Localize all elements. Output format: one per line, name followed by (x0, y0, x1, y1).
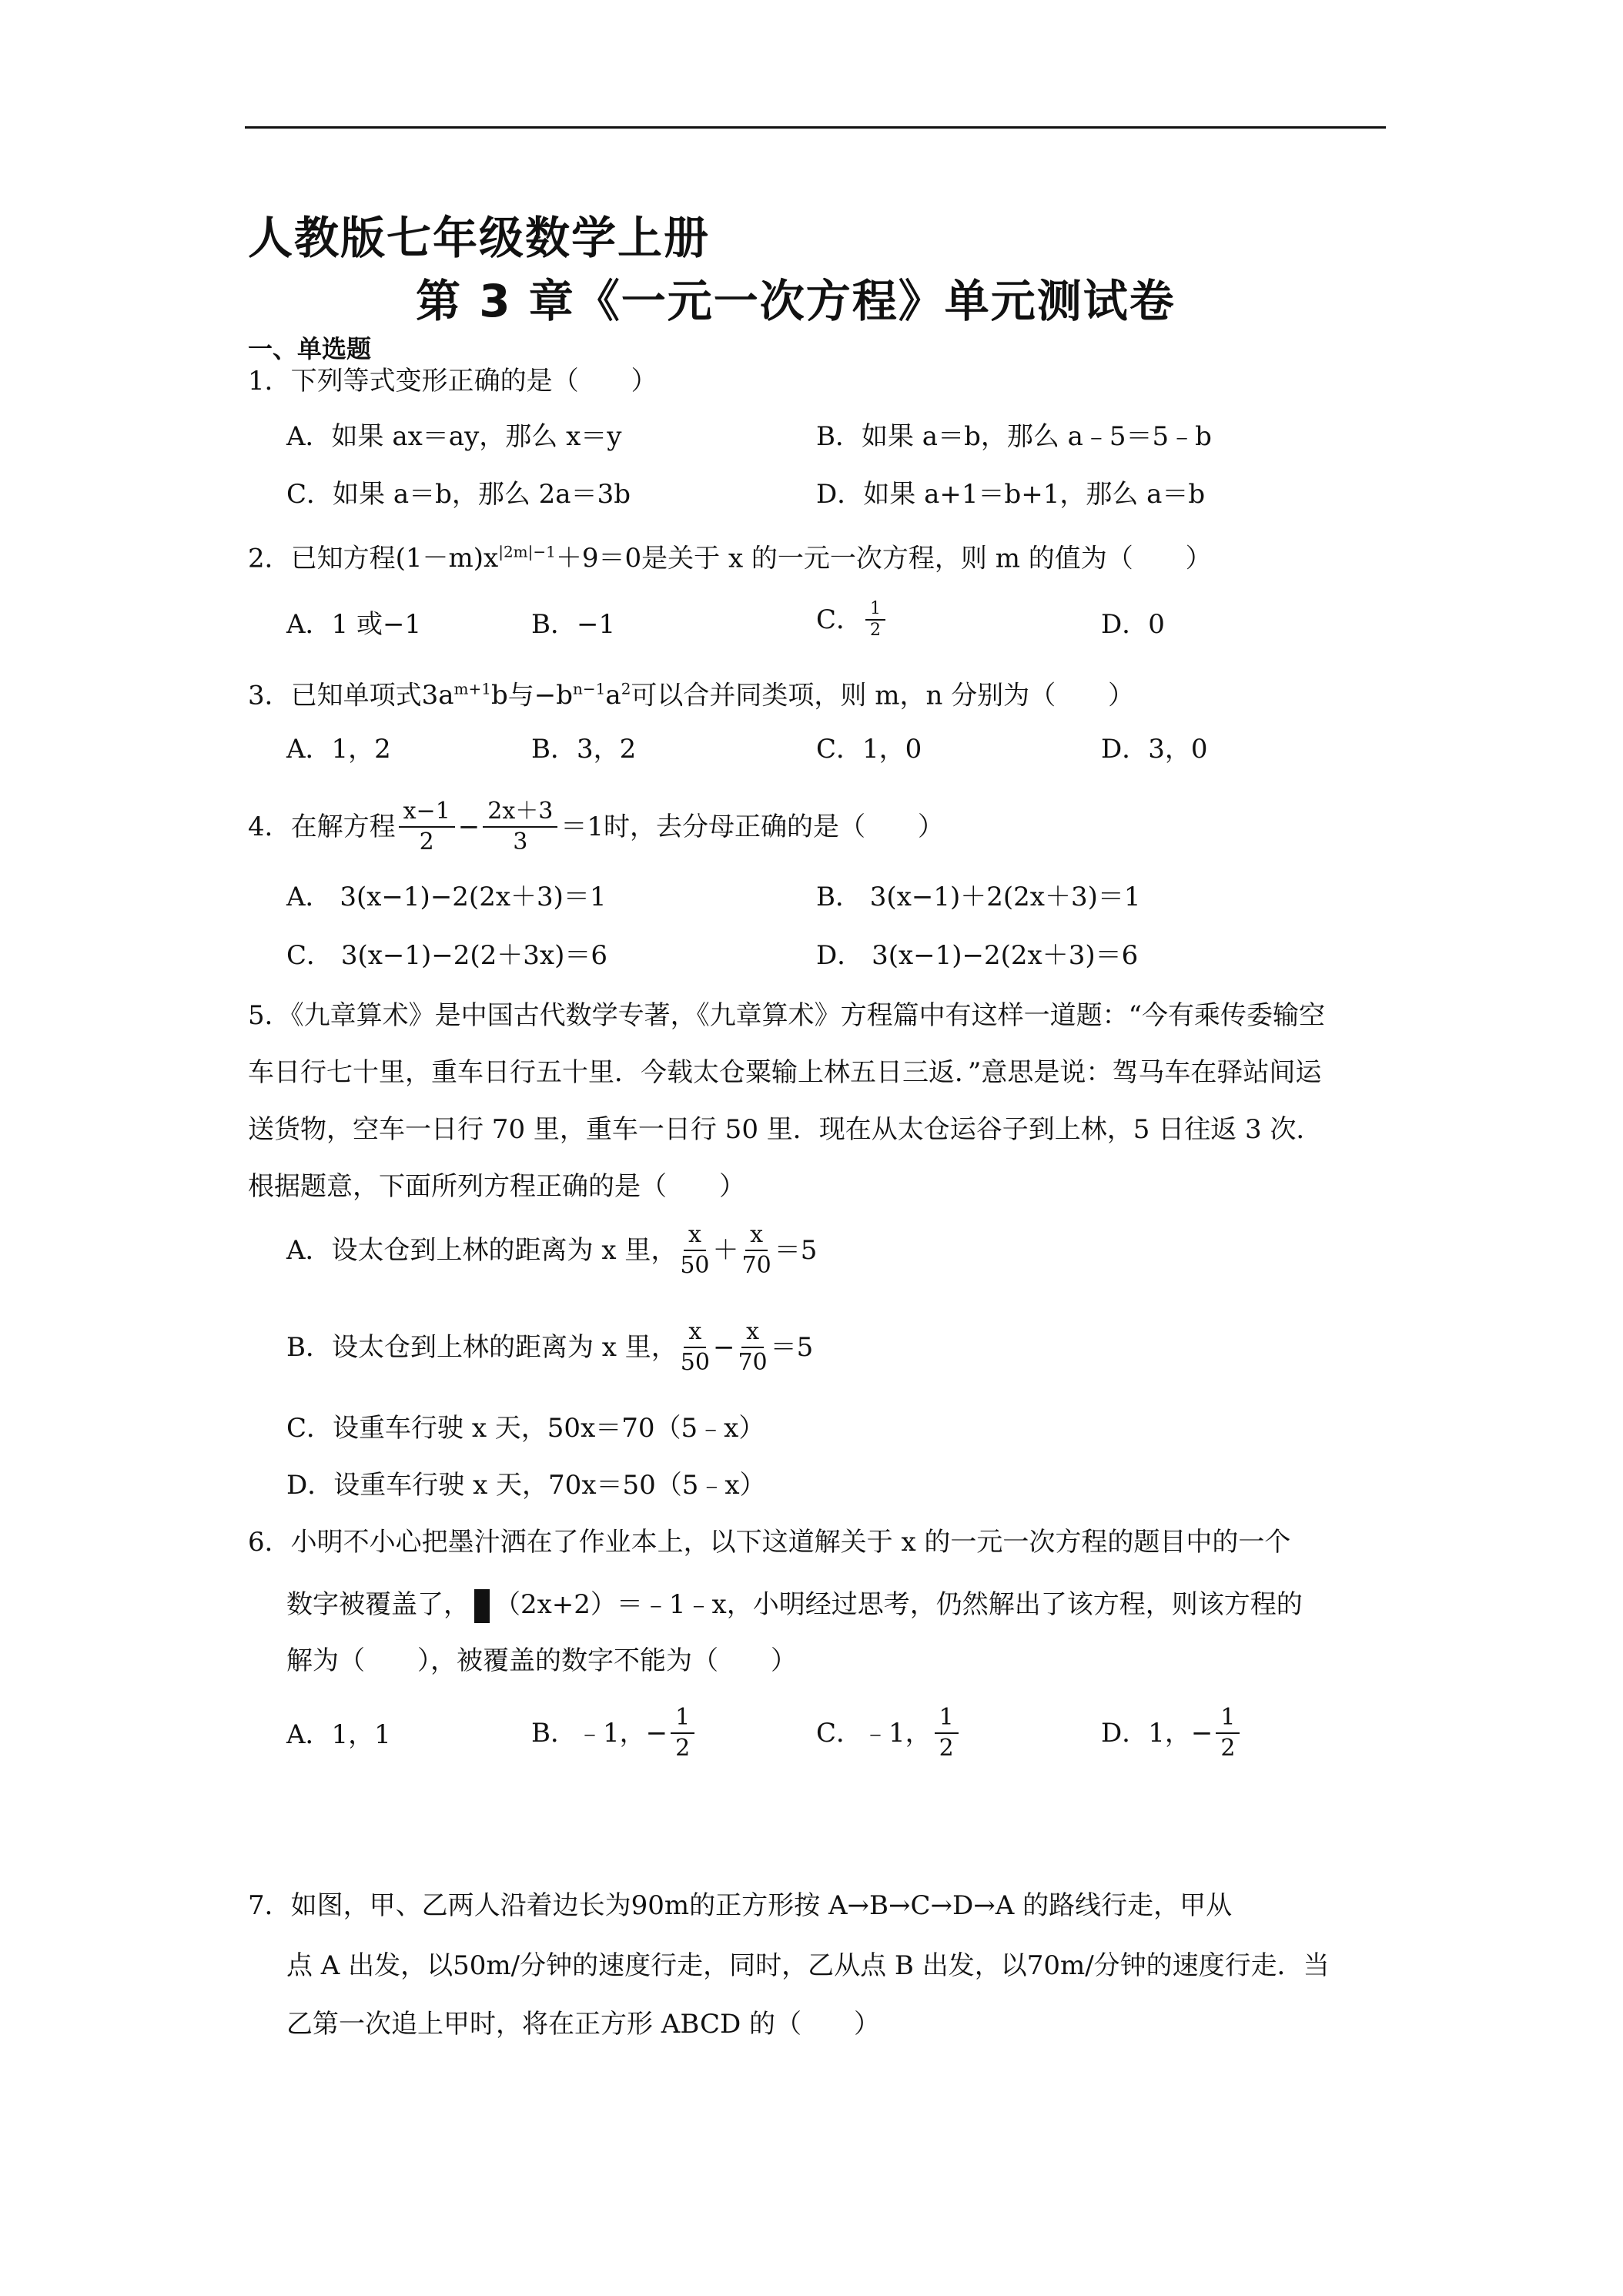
q5-b-f1-numerator: x (684, 1317, 706, 1348)
q5-a-prefix: A．设太仓到上林的距离为 x 里， (286, 1235, 678, 1266)
question-3-stem (248, 676, 1135, 711)
q1-option-b[interactable]: B．如果 a＝b，那么 a﹣5＝5﹣b (816, 421, 1212, 452)
q5-a-operator: ＋ (712, 1235, 739, 1266)
q4-minus: − (457, 812, 480, 842)
q2-option-a[interactable]: A．1 或−1 (286, 609, 422, 640)
q5-option-d[interactable]: D．设重车行驶 x 天，70x＝50（5﹣x） (286, 1470, 766, 1501)
q2-stem-prefix: 2．已知方程 (248, 543, 396, 574)
q4-f1-denominator: 2 (419, 828, 434, 855)
q3-term1-exponent: m+1 (453, 680, 491, 698)
q4-option-c[interactable]: C． 3(x−1)−2(2＋3x)＝6 (286, 940, 607, 971)
q1-option-c[interactable]: C．如果 a＝b，那么 2a＝3b (286, 479, 631, 510)
q4-option-d[interactable]: D． 3(x−1)−2(2x＋3)＝6 (816, 940, 1139, 971)
q5-b-eq: ＝5 (770, 1332, 814, 1363)
q6-option-a[interactable]: A．1，1 (286, 1719, 391, 1750)
q3-option-d[interactable]: D．3，0 (1101, 734, 1208, 765)
q3-term1-base: 3a (421, 680, 454, 711)
q6-b-fraction (671, 1703, 694, 1763)
ink-blot (474, 1589, 490, 1623)
q5-option-b[interactable] (286, 1315, 813, 1378)
q4-f2-denominator: 3 (513, 828, 528, 855)
q6-option-c[interactable] (816, 1703, 962, 1763)
section-heading: 一、单选题 (248, 334, 372, 363)
q2-eq-exponent: |2m|−1 (498, 543, 556, 561)
question-1-stem: 1．下列等式变形正确的是（ ） (248, 366, 658, 397)
q2-option-c-label: C． (816, 604, 863, 635)
q6-b-numerator: 1 (671, 1703, 694, 1734)
q3-option-c[interactable]: C．1，0 (816, 734, 922, 765)
question-7-line-2: 点 A 出发，以50m/分钟的速度行走，同时，乙从点 B 出发，以70m/分钟的速度行走．当 (286, 1950, 1330, 1981)
q5-b-fraction-1 (681, 1317, 710, 1377)
q6-c-numerator: 1 (935, 1703, 959, 1734)
title-line-1: 人教版七年级数学上册 (248, 212, 711, 264)
question-5-stem: 5．《九章算术》是中国古代数学专著，《九章算术》方程篇中有这样一道题：“今有乘传委输空车日行七十里，重车日行五十里．今载太仓粟输上林五日三返．”意思是说：驾马车在驿站间运送货物，空车一日行 70 里，重车一日行 50 里．现在从太仓运谷子到上林，5 日往返 3 次．根据题意，下面所列方程正确的是（ ） (248, 1000, 1326, 1202)
q3-term-1 (422, 680, 508, 711)
q5-b-f1-denominator: 50 (680, 1349, 710, 1376)
q4-f1-numerator: x−1 (399, 797, 455, 828)
q3-term2-mid: a (605, 680, 621, 711)
q2-option-d[interactable]: D．0 (1101, 609, 1165, 640)
q3-term2-exponent: n−1 (573, 680, 606, 698)
q5-b-f2-numerator: x (741, 1317, 764, 1348)
q6-b-denominator: 2 (675, 1735, 691, 1762)
q3-term-2 (534, 680, 631, 711)
q5-a-f2-numerator: x (745, 1220, 768, 1251)
q4-option-b[interactable]: B． 3(x−1)＋2(2x＋3)＝1 (816, 882, 1141, 912)
q2-eq-base: (1－m)x (395, 543, 499, 574)
q6-b-prefix: B．﹣1，− (531, 1718, 668, 1749)
q4-stem-suffix: 时，去分母正确的是（ ） (604, 812, 945, 842)
q5-a-f1-numerator: x (684, 1220, 706, 1251)
q2-c-denominator: 2 (870, 621, 882, 640)
q5-b-fraction-2 (738, 1317, 767, 1377)
q5-b-prefix: B．设太仓到上林的距离为 x 里， (286, 1332, 678, 1363)
q6-d-fraction (1216, 1703, 1240, 1763)
q3-term2-exponent-2: 2 (621, 680, 631, 698)
question-6-line-3: 解为（ ），被覆盖的数字不能为（ ） (286, 1645, 797, 1676)
q6-option-d[interactable] (1101, 1703, 1243, 1763)
question-7-line-3: 乙第一次追上甲时，将在正方形 ABCD 的（ ） (286, 2009, 881, 2040)
q6-d-numerator: 1 (1216, 1703, 1240, 1734)
q6-option-b[interactable] (531, 1703, 698, 1763)
question-4-stem (248, 788, 944, 862)
q5-option-c[interactable]: C．设重车行驶 x 天，50x＝70（5﹣x） (286, 1413, 765, 1444)
q4-option-a[interactable]: A． 3(x−1)−2(2x＋3)＝1 (286, 882, 607, 912)
q5-a-eq: ＝5 (774, 1235, 818, 1266)
q2-option-c[interactable] (816, 599, 888, 641)
q3-option-b[interactable]: B．3，2 (531, 734, 637, 765)
q5-option-a[interactable] (286, 1218, 817, 1281)
q4-f2-numerator: 2x＋3 (483, 797, 557, 828)
q4-eq: ＝1 (561, 812, 604, 842)
q4-fraction-1 (399, 797, 455, 857)
q2-stem-suffix: 是关于 x 的一元一次方程，则 m 的值为（ ） (641, 543, 1212, 574)
q6-line2-suffix: （2x+2）＝﹣1﹣x，小明经过思考，仍然解出了该方程，则该方程的 (494, 1589, 1303, 1620)
title-line-2: 第 3 章《一元一次方程》单元测试卷 (416, 275, 1176, 327)
q6-c-prefix: C．﹣1， (816, 1718, 932, 1749)
q1-option-a[interactable]: A．如果 ax＝ay，那么 x＝y (286, 421, 622, 452)
q3-term2-base: −b (534, 680, 574, 711)
q2-option-c-fraction (865, 599, 885, 641)
q5-a-f1-denominator: 50 (680, 1252, 710, 1279)
q5-b-f2-denominator: 70 (738, 1349, 768, 1376)
q3-term1-tail: b (491, 680, 508, 711)
q3-stem-prefix: 3．已知单项式 (248, 680, 422, 711)
q6-c-fraction (935, 1703, 959, 1763)
q2-eq-tail: ＋9＝0 (555, 543, 642, 574)
q5-a-fraction-1 (680, 1220, 709, 1280)
question-6-line-1: 6．小明不小心把墨汁洒在了作业本上，以下这道解关于 x 的一元一次方程的题目中的一个 (248, 1527, 1291, 1558)
question-2-stem (248, 539, 1212, 574)
q3-stem-suffix: 可以合并同类项，则 m，n 分别为（ ） (631, 680, 1135, 711)
q6-line2-prefix: 数字被覆盖了， (286, 1589, 470, 1620)
header-rule (245, 126, 1386, 129)
question-7-line-1: 7．如图，甲、乙两人沿着边长为90m的正方形按 A→B→C→D→A 的路线行走，甲从 (248, 1890, 1233, 1921)
q5-a-fraction-2 (742, 1220, 771, 1280)
q2-option-b[interactable]: B．−1 (531, 609, 616, 640)
q3-connector: 与 (507, 680, 534, 711)
question-6-line-2 (286, 1589, 1303, 1623)
q6-d-prefix: D．1，− (1101, 1718, 1213, 1749)
q2-c-numerator: 1 (865, 599, 885, 621)
q6-c-denominator: 2 (939, 1735, 954, 1762)
q3-option-a[interactable]: A．1，2 (286, 734, 391, 765)
q5-b-operator: − (712, 1332, 735, 1363)
q5-a-f2-denominator: 70 (741, 1252, 771, 1279)
q1-option-d[interactable]: D．如果 a+1＝b+1，那么 a＝b (816, 479, 1206, 510)
q6-d-denominator: 2 (1220, 1735, 1236, 1762)
q4-stem-prefix: 4．在解方程 (248, 812, 396, 842)
q4-fraction-2 (483, 797, 557, 857)
q2-equation (396, 543, 642, 574)
